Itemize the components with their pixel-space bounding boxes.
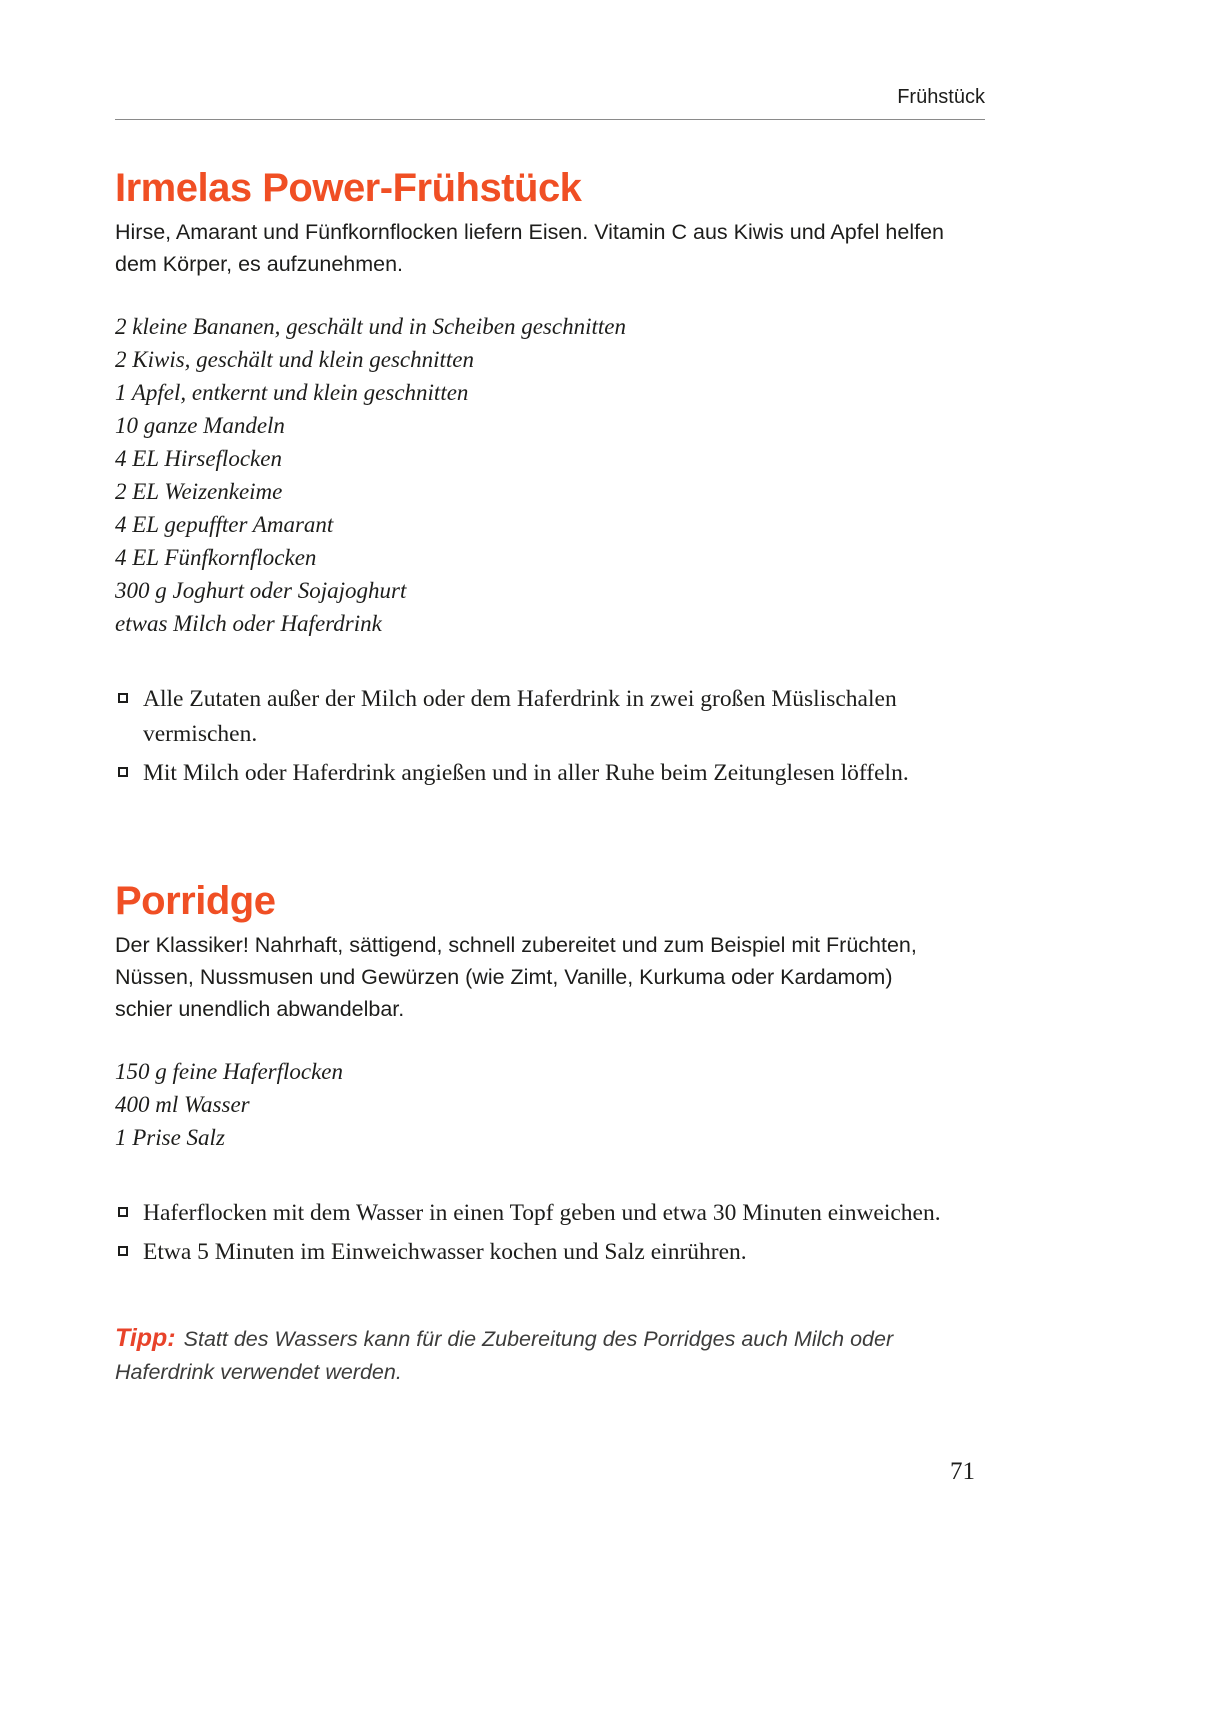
step-item: [115, 1196, 945, 1231]
ingredient-line: 4 EL Fünfkornflocken: [115, 545, 317, 570]
ingredient-line: 2 EL Weizenkeime: [115, 479, 283, 504]
ingredient-line: 10 ganze Mandeln: [115, 413, 285, 438]
ingredient-list: [115, 1055, 985, 1154]
step-text: Alle Zutaten außer der Milch oder dem Haferdrink in zwei großen Müslischalen vermischen.: [143, 686, 897, 747]
step-text: Etwa 5 Minuten im Einweichwasser kochen und Salz einrühren.: [143, 1239, 747, 1265]
square-bullet-icon: [118, 693, 128, 703]
square-bullet-icon: [118, 1207, 128, 1217]
tip-label: Tipp:: [115, 1324, 176, 1352]
ingredient-line: 4 EL gepuffter Amarant: [115, 512, 334, 537]
ingredient-line: 2 Kiwis, geschält und klein geschnitten: [115, 347, 475, 372]
square-bullet-icon: [118, 1246, 128, 1256]
step-text: Mit Milch oder Haferdrink angießen und in aller Ruhe beim Zeitunglesen löffeln.: [143, 760, 909, 786]
ingredient-line: 4 EL Hirseflocken: [115, 446, 282, 471]
step-list: [115, 682, 985, 791]
ingredient-list: [115, 310, 985, 640]
recipe-intro: Der Klassiker! Nahrhaft, sättigend, schnell zubereitet und zum Beispiel mit Früchten, Nüssen, Nussmusen und Gewürzen (wie Zimt, Vanille, Kurkuma oder Kardamom) schier unendlich abwandelbar.: [115, 933, 917, 1021]
recipe-title-irmelas-power-fruehstueck: Irmelas Power-Frühstück: [115, 166, 582, 210]
step-item: [115, 682, 945, 752]
tip-text: Statt des Wassers kann für die Zubereitung des Porridges auch Milch oder Haferdrink verwendet werden.: [115, 1327, 894, 1384]
recipe-intro: Hirse, Amarant und Fünfkornflocken liefern Eisen. Vitamin C aus Kiwis und Apfel helfen dem Körper, es aufzunehmen.: [115, 220, 944, 276]
step-list: [115, 1196, 985, 1270]
tip-block: [115, 1322, 975, 1389]
ingredient-line: 2 kleine Bananen, geschält und in Scheiben geschnitten: [115, 314, 626, 339]
ingredient-line: 150 g feine Haferflocken: [115, 1059, 344, 1084]
ingredient-line: 300 g Joghurt oder Sojajoghurt: [115, 578, 407, 603]
header-rule: [115, 119, 985, 120]
step-text: Haferflocken mit dem Wasser in einen Topf geben und etwa 30 Minuten einweichen.: [143, 1200, 941, 1226]
running-header: Frühstück: [897, 86, 985, 108]
ingredient-line: etwas Milch oder Haferdrink: [115, 611, 382, 636]
ingredient-line: 400 ml Wasser: [115, 1092, 250, 1117]
ingredient-line: 1 Apfel, entkernt und klein geschnitten: [115, 380, 469, 405]
step-item: [115, 1235, 945, 1270]
square-bullet-icon: [118, 767, 128, 777]
page-number: 71: [950, 1458, 975, 1485]
recipe-title-porridge: Porridge: [115, 879, 276, 923]
ingredient-line: 1 Prise Salz: [115, 1125, 225, 1150]
step-item: [115, 756, 945, 791]
